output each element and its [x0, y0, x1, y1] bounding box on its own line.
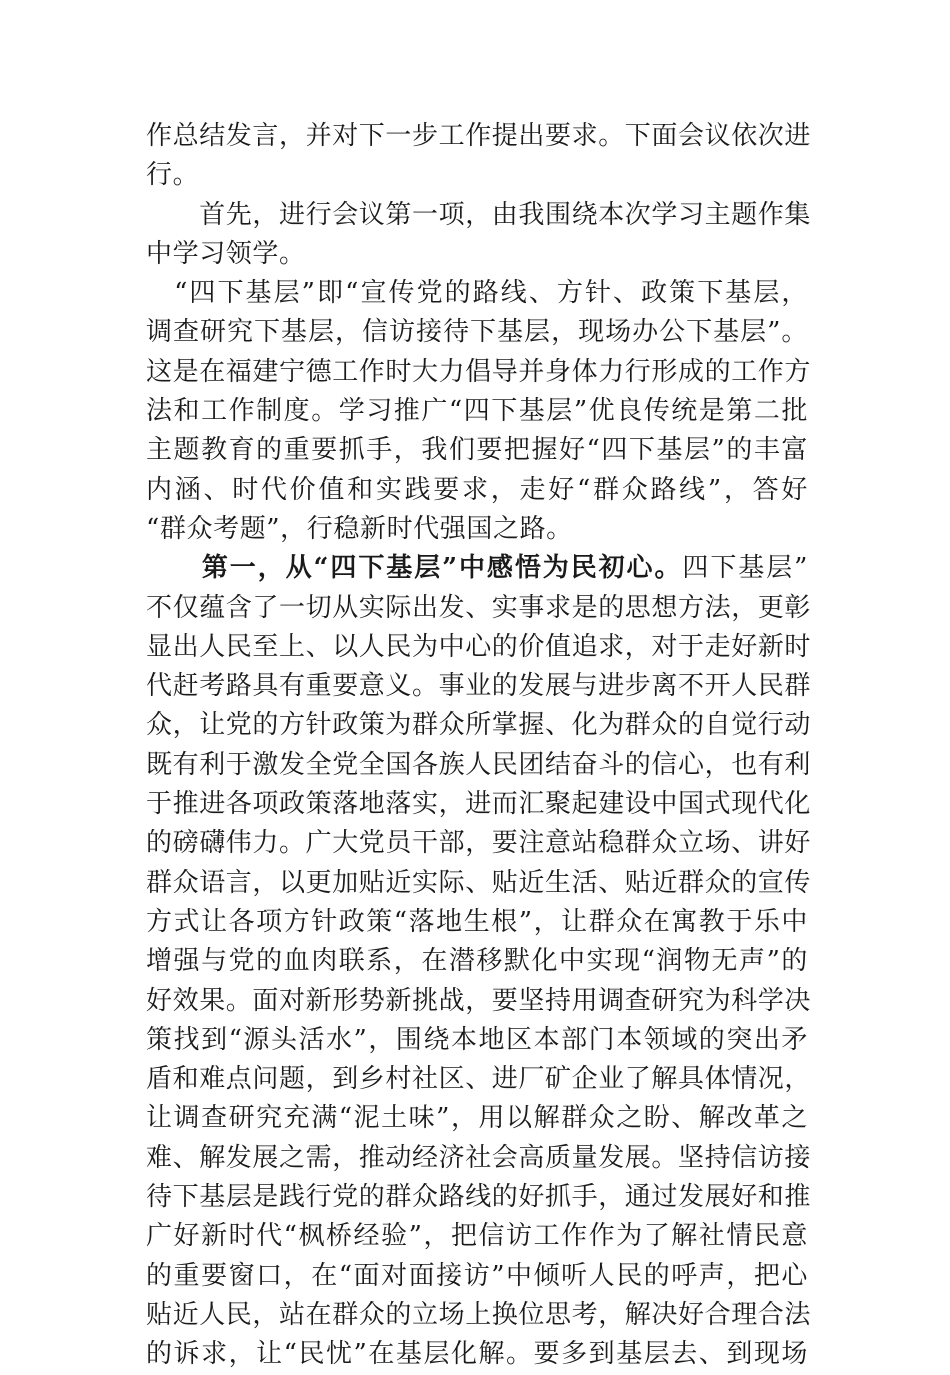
text-line [146, 1139, 812, 1178]
line-text: 难、解发展之需，推动经济社会高质量发展。坚持信访接 [146, 1142, 812, 1173]
text-line [146, 196, 812, 235]
line-text: 内涵、时代价值和实践要求，走好“群众路线”，答好 [146, 474, 808, 505]
line-text: 行。 [146, 160, 200, 191]
text-line [146, 589, 812, 628]
text-line [146, 549, 808, 588]
line-text: 的诉求，让“民忧”在基层化解。要多到基层去、到现场 [146, 1339, 808, 1370]
line-text: 众，让党的方针政策为群众所掌握、化为群众的自觉行动 [146, 710, 812, 741]
document-body-text [146, 117, 812, 1375]
text-line [146, 392, 808, 431]
text-line [146, 313, 808, 352]
text-line [146, 1021, 808, 1060]
text-line [146, 864, 812, 903]
line-text: 作总结发言，并对下一步工作提出要求。下面会议依次进 [146, 121, 812, 151]
text-line [146, 824, 812, 863]
line-text: 代赶考路具有重要意义。事业的发展与进步离不开人民群 [146, 671, 812, 702]
text-line [146, 942, 808, 981]
text-line [146, 1217, 808, 1256]
line-text: “四下基层”即“宣传党的路线、方针、政策下基层， [146, 278, 808, 309]
text-line [146, 353, 812, 392]
text-line [146, 667, 812, 706]
bold-heading-text: 第一，从“四下基层”中感悟为民初心。 [146, 553, 683, 584]
text-line [146, 1257, 808, 1296]
line-text: 主题教育的重要抓手，我们要把握好“四下基层”的丰富 [146, 435, 808, 466]
text-line [146, 471, 808, 510]
text-line [146, 982, 812, 1021]
text-line [146, 785, 812, 824]
text-line [146, 1099, 808, 1138]
text-line [146, 117, 812, 156]
text-line [146, 431, 808, 470]
line-text: 不仅蕴含了一切从实际出发、实事求是的思想方法，更彰 [146, 592, 812, 623]
line-text: 四下基层” [682, 553, 808, 584]
line-text: 首先，进行会议第一项，由我围绕本次学习主题作集 [146, 199, 812, 230]
line-text: 这是在福建宁德工作时大力倡导并身体力行形成的工作方 [146, 356, 812, 387]
line-text: 调查研究下基层，信访接待下基层，现场办公下基层”。 [146, 317, 808, 348]
line-text: 策找到“源头活水”，围绕本地区本部门本领域的突出矛 [146, 1024, 808, 1055]
line-text: 方式让各项方针政策“落地生根”，让群众在寓教于乐中 [146, 906, 808, 937]
line-text: 待下基层是践行党的群众路线的好抓手，通过发展好和推 [146, 1182, 812, 1213]
line-text: 中学习领学。 [146, 238, 306, 269]
text-line [146, 1060, 812, 1099]
text-line [146, 628, 812, 667]
line-text: 于推进各项政策落地落实，进而汇聚起建设中国式现代化 [146, 789, 812, 820]
text-line [146, 706, 812, 745]
line-text: “群众考题”，行稳新时代强国之路。 [146, 513, 573, 544]
line-text: 法和工作制度。学习推广“四下基层”优良传统是第二批 [146, 396, 808, 427]
line-text: 好效果。面对新形势新挑战，要坚持用调查研究为科学决 [146, 985, 812, 1016]
line-text: 增强与党的血肉联系，在潜移默化中实现“润物无声”的 [146, 946, 808, 977]
line-text: 让调查研究充满“泥土味”，用以解群众之盼、解改革之 [146, 1103, 808, 1134]
line-text: 贴近人民，站在群众的立场上换位思考，解决好合理合法 [146, 1299, 812, 1330]
text-line [146, 235, 808, 274]
line-text: 显出人民至上、以人民为中心的价值追求，对于走好新时 [146, 631, 812, 662]
line-text: 广好新时代“枫桥经验”，把信访工作作为了解社情民意 [146, 1221, 808, 1252]
text-line [146, 1335, 808, 1374]
line-text: 的重要窗口，在“面对面接访”中倾听人民的呼声，把心 [146, 1260, 808, 1291]
line-text: 既有利于激发全党全国各族人民团结奋斗的信心，也有利 [146, 749, 812, 780]
line-text: 群众语言，以更加贴近实际、贴近生活、贴近群众的宣传 [146, 867, 812, 898]
text-line [146, 1296, 812, 1335]
text-line [146, 156, 808, 195]
text-line [146, 1178, 812, 1217]
line-text: 盾和难点问题，到乡村社区、进厂矿企业了解具体情况， [146, 1064, 812, 1095]
text-line [146, 746, 812, 785]
text-line [146, 903, 808, 942]
line-text: 的磅礴伟力。广大党员干部，要注意站稳群众立场、讲好 [146, 828, 812, 859]
text-line [146, 274, 808, 313]
text-line [146, 510, 808, 549]
